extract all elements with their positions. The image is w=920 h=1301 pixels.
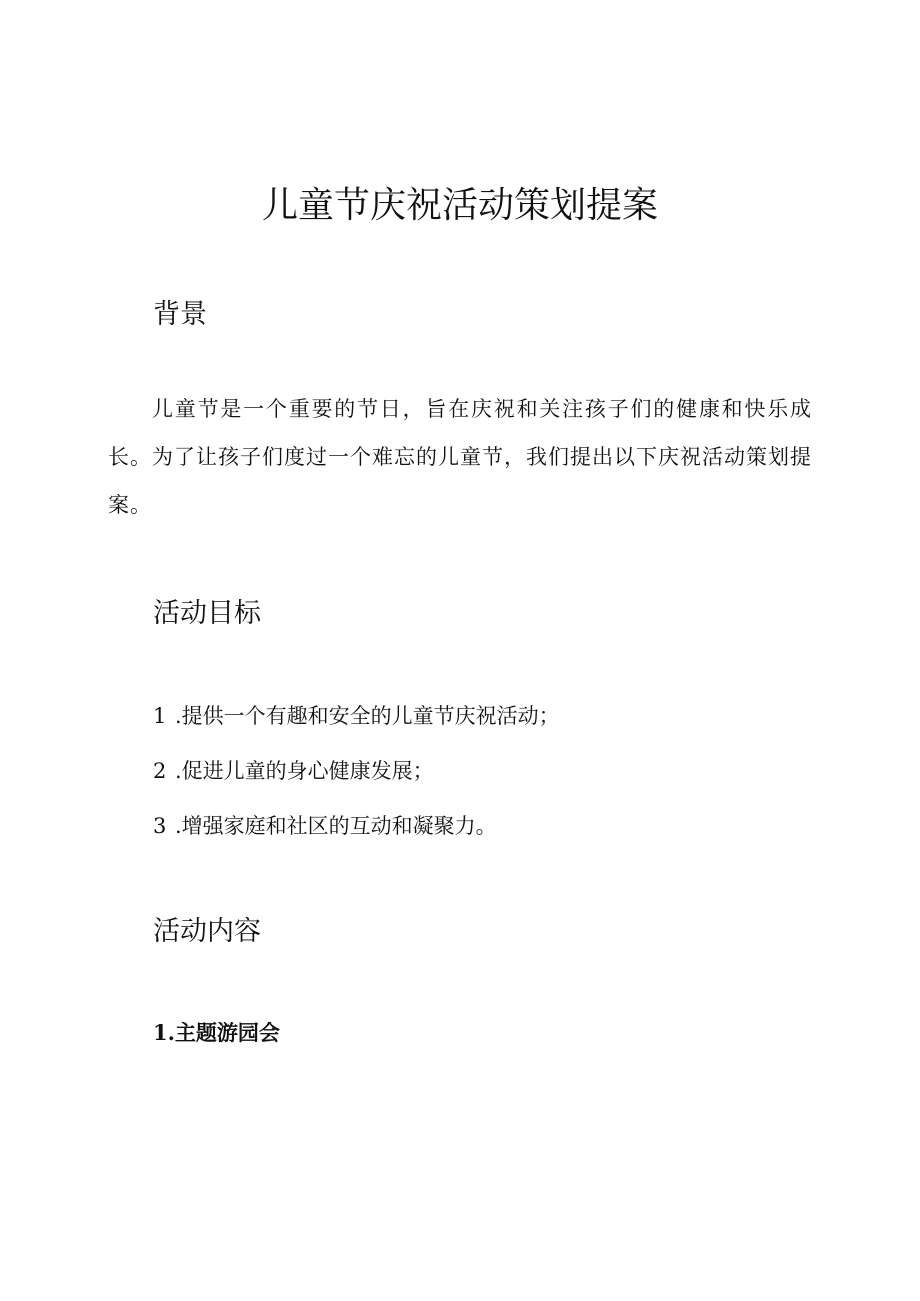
- goal-item-number: 2: [153, 759, 167, 783]
- goal-item: [153, 809, 497, 843]
- document-title: 儿童节庆祝活动策划提案: [261, 185, 658, 226]
- goal-item-text: .促进儿童的身心健康发展；: [175, 759, 434, 783]
- goal-item-text: .提供一个有趣和安全的儿童节庆祝活动；: [175, 704, 560, 728]
- background-paragraph: 儿童节是一个重要的节日，旨在庆祝和关注孩子们的健康和快乐成长。为了让孩子们度过一个难忘的儿童节，我们提出以下庆祝活动策划提案。: [108, 397, 812, 517]
- goal-item: [153, 754, 434, 788]
- goal-item-number: 3: [153, 814, 167, 838]
- goals-heading: 活动目标: [153, 598, 261, 629]
- content-heading: 活动内容: [153, 916, 261, 947]
- content-subheading: 1.主题游园会: [153, 1020, 280, 1045]
- goal-item-number: 1: [153, 704, 167, 728]
- goal-item-text: .增强家庭和社区的互动和凝聚力。: [175, 814, 497, 838]
- goal-item: [153, 699, 560, 733]
- background-heading: 背景: [153, 299, 207, 330]
